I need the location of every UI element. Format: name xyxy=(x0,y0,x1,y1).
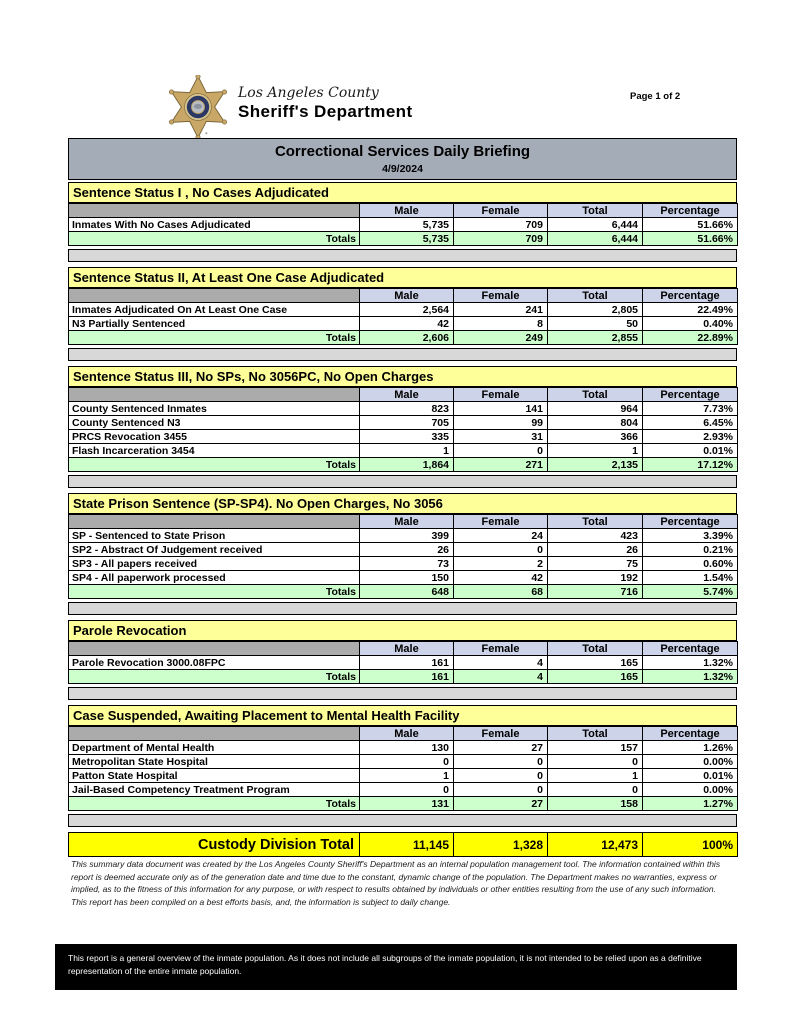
row-label: Inmates With No Cases Adjudicated xyxy=(69,218,360,232)
col-header-percentage: Percentage xyxy=(643,204,738,218)
percentage-value: 2.93% xyxy=(643,430,738,444)
grand-total-percentage: 100% xyxy=(643,833,738,857)
row-label-header-cell xyxy=(69,289,360,303)
row-label: Metropolitan State Hospital xyxy=(69,755,360,769)
col-header-total: Total xyxy=(548,642,643,656)
female-value: 27 xyxy=(454,741,548,755)
totals-label: Totals xyxy=(69,458,360,472)
totals-total: 2,855 xyxy=(548,331,643,345)
row-label: Jail-Based Competency Treatment Program xyxy=(69,783,360,797)
section-divider-band xyxy=(68,602,737,615)
totals-female: 27 xyxy=(454,797,548,811)
percentage-value: 0.01% xyxy=(643,769,738,783)
row-label: County Sentenced N3 xyxy=(69,416,360,430)
row-label: Department of Mental Health xyxy=(69,741,360,755)
section-header: Sentence Status II, At Least One Case Adjudicated xyxy=(68,267,737,288)
female-value: 141 xyxy=(454,402,548,416)
table-row xyxy=(69,557,738,571)
totals-row xyxy=(69,585,738,599)
table-row xyxy=(69,317,738,331)
total-value: 192 xyxy=(548,571,643,585)
report-date: 4/9/2024 xyxy=(382,163,423,175)
section-sentence-status-3 xyxy=(68,366,737,493)
section-header: State Prison Sentence (SP-SP4). No Open Charges, No 3056 xyxy=(68,493,737,514)
total-value: 2,805 xyxy=(548,303,643,317)
row-label: N3 Partially Sentenced xyxy=(69,317,360,331)
male-value: 399 xyxy=(360,529,454,543)
female-value: 0 xyxy=(454,755,548,769)
table-row xyxy=(69,402,738,416)
section-header: Sentence Status I , No Cases Adjudicated xyxy=(68,182,737,203)
female-value: 8 xyxy=(454,317,548,331)
section-sentence-status-2 xyxy=(68,267,737,366)
table-row xyxy=(69,741,738,755)
female-value: 0 xyxy=(454,444,548,458)
total-value: 1 xyxy=(548,769,643,783)
percentage-value: 1.54% xyxy=(643,571,738,585)
male-value: 335 xyxy=(360,430,454,444)
male-value: 1 xyxy=(360,769,454,783)
percentage-value: 0.00% xyxy=(643,755,738,769)
row-label: SP - Sentenced to State Prison xyxy=(69,529,360,543)
total-value: 423 xyxy=(548,529,643,543)
female-value: 4 xyxy=(454,656,548,670)
column-header-row xyxy=(69,727,738,741)
totals-percentage: 17.12% xyxy=(643,458,738,472)
percentage-value: 0.60% xyxy=(643,557,738,571)
totals-female: 4 xyxy=(454,670,548,684)
totals-female: 68 xyxy=(454,585,548,599)
grand-total-label: Custody Division Total xyxy=(69,833,360,857)
sheriff-star-icon xyxy=(166,75,230,139)
section-table xyxy=(68,288,738,345)
percentage-value: 22.49% xyxy=(643,303,738,317)
totals-label: Totals xyxy=(69,670,360,684)
row-label-header-cell xyxy=(69,642,360,656)
percentage-value: 0.00% xyxy=(643,783,738,797)
total-value: 0 xyxy=(548,783,643,797)
row-label: Inmates Adjudicated On At Least One Case xyxy=(69,303,360,317)
female-value: 2 xyxy=(454,557,548,571)
table-row xyxy=(69,755,738,769)
totals-row xyxy=(69,232,738,246)
totals-label: Totals xyxy=(69,232,360,246)
total-value: 366 xyxy=(548,430,643,444)
total-value: 1 xyxy=(548,444,643,458)
table-row xyxy=(69,543,738,557)
totals-total: 716 xyxy=(548,585,643,599)
col-header-male: Male xyxy=(360,388,454,402)
footer-note-bar: This report is a general overview of the inmate population. As it does not include all subgroups of the inmate population, it is not intended to be relied upon as a definitive representation of the entire inmate population. xyxy=(55,944,737,990)
table-row xyxy=(69,783,738,797)
male-value: 5,735 xyxy=(360,218,454,232)
totals-label: Totals xyxy=(69,585,360,599)
female-value: 0 xyxy=(454,543,548,557)
totals-percentage: 1.32% xyxy=(643,670,738,684)
section-header: Parole Revocation xyxy=(68,620,737,641)
grand-total-row xyxy=(69,833,738,857)
table-row xyxy=(69,444,738,458)
total-value: 6,444 xyxy=(548,218,643,232)
section-divider-band xyxy=(68,249,737,262)
column-header-row xyxy=(69,289,738,303)
totals-label: Totals xyxy=(69,797,360,811)
total-value: 26 xyxy=(548,543,643,557)
grand-total-female: 1,328 xyxy=(454,833,548,857)
row-label: County Sentenced Inmates xyxy=(69,402,360,416)
section-divider-band xyxy=(68,348,737,361)
grand-total-male: 11,145 xyxy=(360,833,454,857)
section-table xyxy=(68,387,738,472)
col-header-percentage: Percentage xyxy=(643,642,738,656)
totals-percentage: 51.66% xyxy=(643,232,738,246)
totals-male: 1,864 xyxy=(360,458,454,472)
male-value: 150 xyxy=(360,571,454,585)
table-row xyxy=(69,303,738,317)
row-label-header-cell xyxy=(69,515,360,529)
row-label-header-cell xyxy=(69,388,360,402)
row-label: Flash Incarceration 3454 xyxy=(69,444,360,458)
column-header-row xyxy=(69,642,738,656)
row-label: Patton State Hospital xyxy=(69,769,360,783)
disclaimer-text: This summary data document was created by the Los Angeles County Sheriff's Department as an internal population management tool. The information contained within this report is deemed accurate only as of the generation date and time due to the constant, dynamic change of the population. The Department makes no warranties, express or implied, as to the fitness of this information for any purpose, or with respect to results obtained by individuals or other entities resulting from the use of any such information. This report has been compiled on a best efforts basis, and, the information is subject to daily change. xyxy=(71,859,721,907)
column-header-row xyxy=(69,515,738,529)
section-header: Case Suspended, Awaiting Placement to Mental Health Facility xyxy=(68,705,737,726)
section-case-suspended-mental-health xyxy=(68,705,737,832)
section-header: Sentence Status III, No SPs, No 3056PC, No Open Charges xyxy=(68,366,737,387)
totals-percentage: 22.89% xyxy=(643,331,738,345)
col-header-total: Total xyxy=(548,204,643,218)
totals-female: 249 xyxy=(454,331,548,345)
totals-row xyxy=(69,458,738,472)
male-value: 73 xyxy=(360,557,454,571)
male-value: 26 xyxy=(360,543,454,557)
col-header-female: Female xyxy=(454,727,548,741)
col-header-male: Male xyxy=(360,515,454,529)
table-row xyxy=(69,656,738,670)
col-header-female: Female xyxy=(454,388,548,402)
totals-percentage: 5.74% xyxy=(643,585,738,599)
col-header-female: Female xyxy=(454,204,548,218)
totals-male: 2,606 xyxy=(360,331,454,345)
table-row xyxy=(69,416,738,430)
female-value: 99 xyxy=(454,416,548,430)
col-header-male: Male xyxy=(360,727,454,741)
column-header-row xyxy=(69,204,738,218)
percentage-value: 0.01% xyxy=(643,444,738,458)
total-value: 157 xyxy=(548,741,643,755)
male-value: 42 xyxy=(360,317,454,331)
logo-department-line: Sheriff's Department xyxy=(238,102,413,121)
female-value: 24 xyxy=(454,529,548,543)
percentage-value: 6.45% xyxy=(643,416,738,430)
total-value: 75 xyxy=(548,557,643,571)
col-header-percentage: Percentage xyxy=(643,289,738,303)
totals-row xyxy=(69,331,738,345)
row-label-header-cell xyxy=(69,204,360,218)
col-header-female: Female xyxy=(454,642,548,656)
total-value: 165 xyxy=(548,656,643,670)
report-title: Correctional Services Daily Briefing xyxy=(274,143,531,160)
totals-row xyxy=(69,797,738,811)
female-value: 709 xyxy=(454,218,548,232)
totals-male: 161 xyxy=(360,670,454,684)
percentage-value: 1.32% xyxy=(643,656,738,670)
table-row xyxy=(69,430,738,444)
logo-county-line: Los Angeles County xyxy=(238,85,379,101)
totals-percentage: 1.27% xyxy=(643,797,738,811)
percentage-value: 0.21% xyxy=(643,543,738,557)
totals-total: 2,135 xyxy=(548,458,643,472)
section-sentence-status-1 xyxy=(68,182,737,267)
totals-total: 6,444 xyxy=(548,232,643,246)
briefing-document xyxy=(68,138,737,857)
section-divider-band xyxy=(68,814,737,827)
totals-female: 709 xyxy=(454,232,548,246)
male-value: 0 xyxy=(360,755,454,769)
female-value: 241 xyxy=(454,303,548,317)
totals-label: Totals xyxy=(69,331,360,345)
table-row xyxy=(69,218,738,232)
totals-male: 131 xyxy=(360,797,454,811)
section-table xyxy=(68,726,738,811)
percentage-value: 51.66% xyxy=(643,218,738,232)
totals-row xyxy=(69,670,738,684)
table-row xyxy=(69,571,738,585)
col-header-percentage: Percentage xyxy=(643,727,738,741)
female-value: 0 xyxy=(454,769,548,783)
female-value: 31 xyxy=(454,430,548,444)
male-value: 1 xyxy=(360,444,454,458)
col-header-total: Total xyxy=(548,289,643,303)
female-value: 42 xyxy=(454,571,548,585)
col-header-male: Male xyxy=(360,204,454,218)
total-value: 0 xyxy=(548,755,643,769)
row-label: SP3 - All papers received xyxy=(69,557,360,571)
totals-male: 648 xyxy=(360,585,454,599)
male-value: 705 xyxy=(360,416,454,430)
row-label-header-cell xyxy=(69,727,360,741)
col-header-total: Total xyxy=(548,388,643,402)
grand-total-total: 12,473 xyxy=(548,833,643,857)
section-divider-band xyxy=(68,687,737,700)
section-divider-band xyxy=(68,475,737,488)
female-value: 0 xyxy=(454,783,548,797)
percentage-value: 1.26% xyxy=(643,741,738,755)
row-label: SP2 - Abstract Of Judgement received xyxy=(69,543,360,557)
logo-text-block xyxy=(238,85,413,122)
male-value: 161 xyxy=(360,656,454,670)
section-table xyxy=(68,203,738,246)
percentage-value: 7.73% xyxy=(643,402,738,416)
row-label: Parole Revocation 3000.08FPC xyxy=(69,656,360,670)
male-value: 2,564 xyxy=(360,303,454,317)
col-header-total: Total xyxy=(548,515,643,529)
section-table xyxy=(68,514,738,599)
row-label: SP4 - All paperwork processed xyxy=(69,571,360,585)
section-state-prison-sentence xyxy=(68,493,737,620)
totals-female: 271 xyxy=(454,458,548,472)
section-table xyxy=(68,641,738,684)
total-value: 50 xyxy=(548,317,643,331)
total-value: 964 xyxy=(548,402,643,416)
percentage-value: 0.40% xyxy=(643,317,738,331)
table-row xyxy=(69,529,738,543)
male-value: 0 xyxy=(360,783,454,797)
col-header-percentage: Percentage xyxy=(643,515,738,529)
table-row xyxy=(69,769,738,783)
male-value: 130 xyxy=(360,741,454,755)
col-header-female: Female xyxy=(454,289,548,303)
title-bar xyxy=(68,138,737,180)
male-value: 823 xyxy=(360,402,454,416)
section-parole-revocation xyxy=(68,620,737,705)
total-value: 804 xyxy=(548,416,643,430)
sheriff-star-badge xyxy=(166,75,230,144)
col-header-female: Female xyxy=(454,515,548,529)
column-header-row xyxy=(69,388,738,402)
row-label: PRCS Revocation 3455 xyxy=(69,430,360,444)
col-header-male: Male xyxy=(360,642,454,656)
col-header-male: Male xyxy=(360,289,454,303)
totals-total: 165 xyxy=(548,670,643,684)
col-header-percentage: Percentage xyxy=(643,388,738,402)
percentage-value: 3.39% xyxy=(643,529,738,543)
totals-male: 5,735 xyxy=(360,232,454,246)
totals-total: 158 xyxy=(548,797,643,811)
page-indicator: Page 1 of 2 xyxy=(630,91,681,102)
col-header-total: Total xyxy=(548,727,643,741)
custody-division-total-row xyxy=(68,832,738,857)
